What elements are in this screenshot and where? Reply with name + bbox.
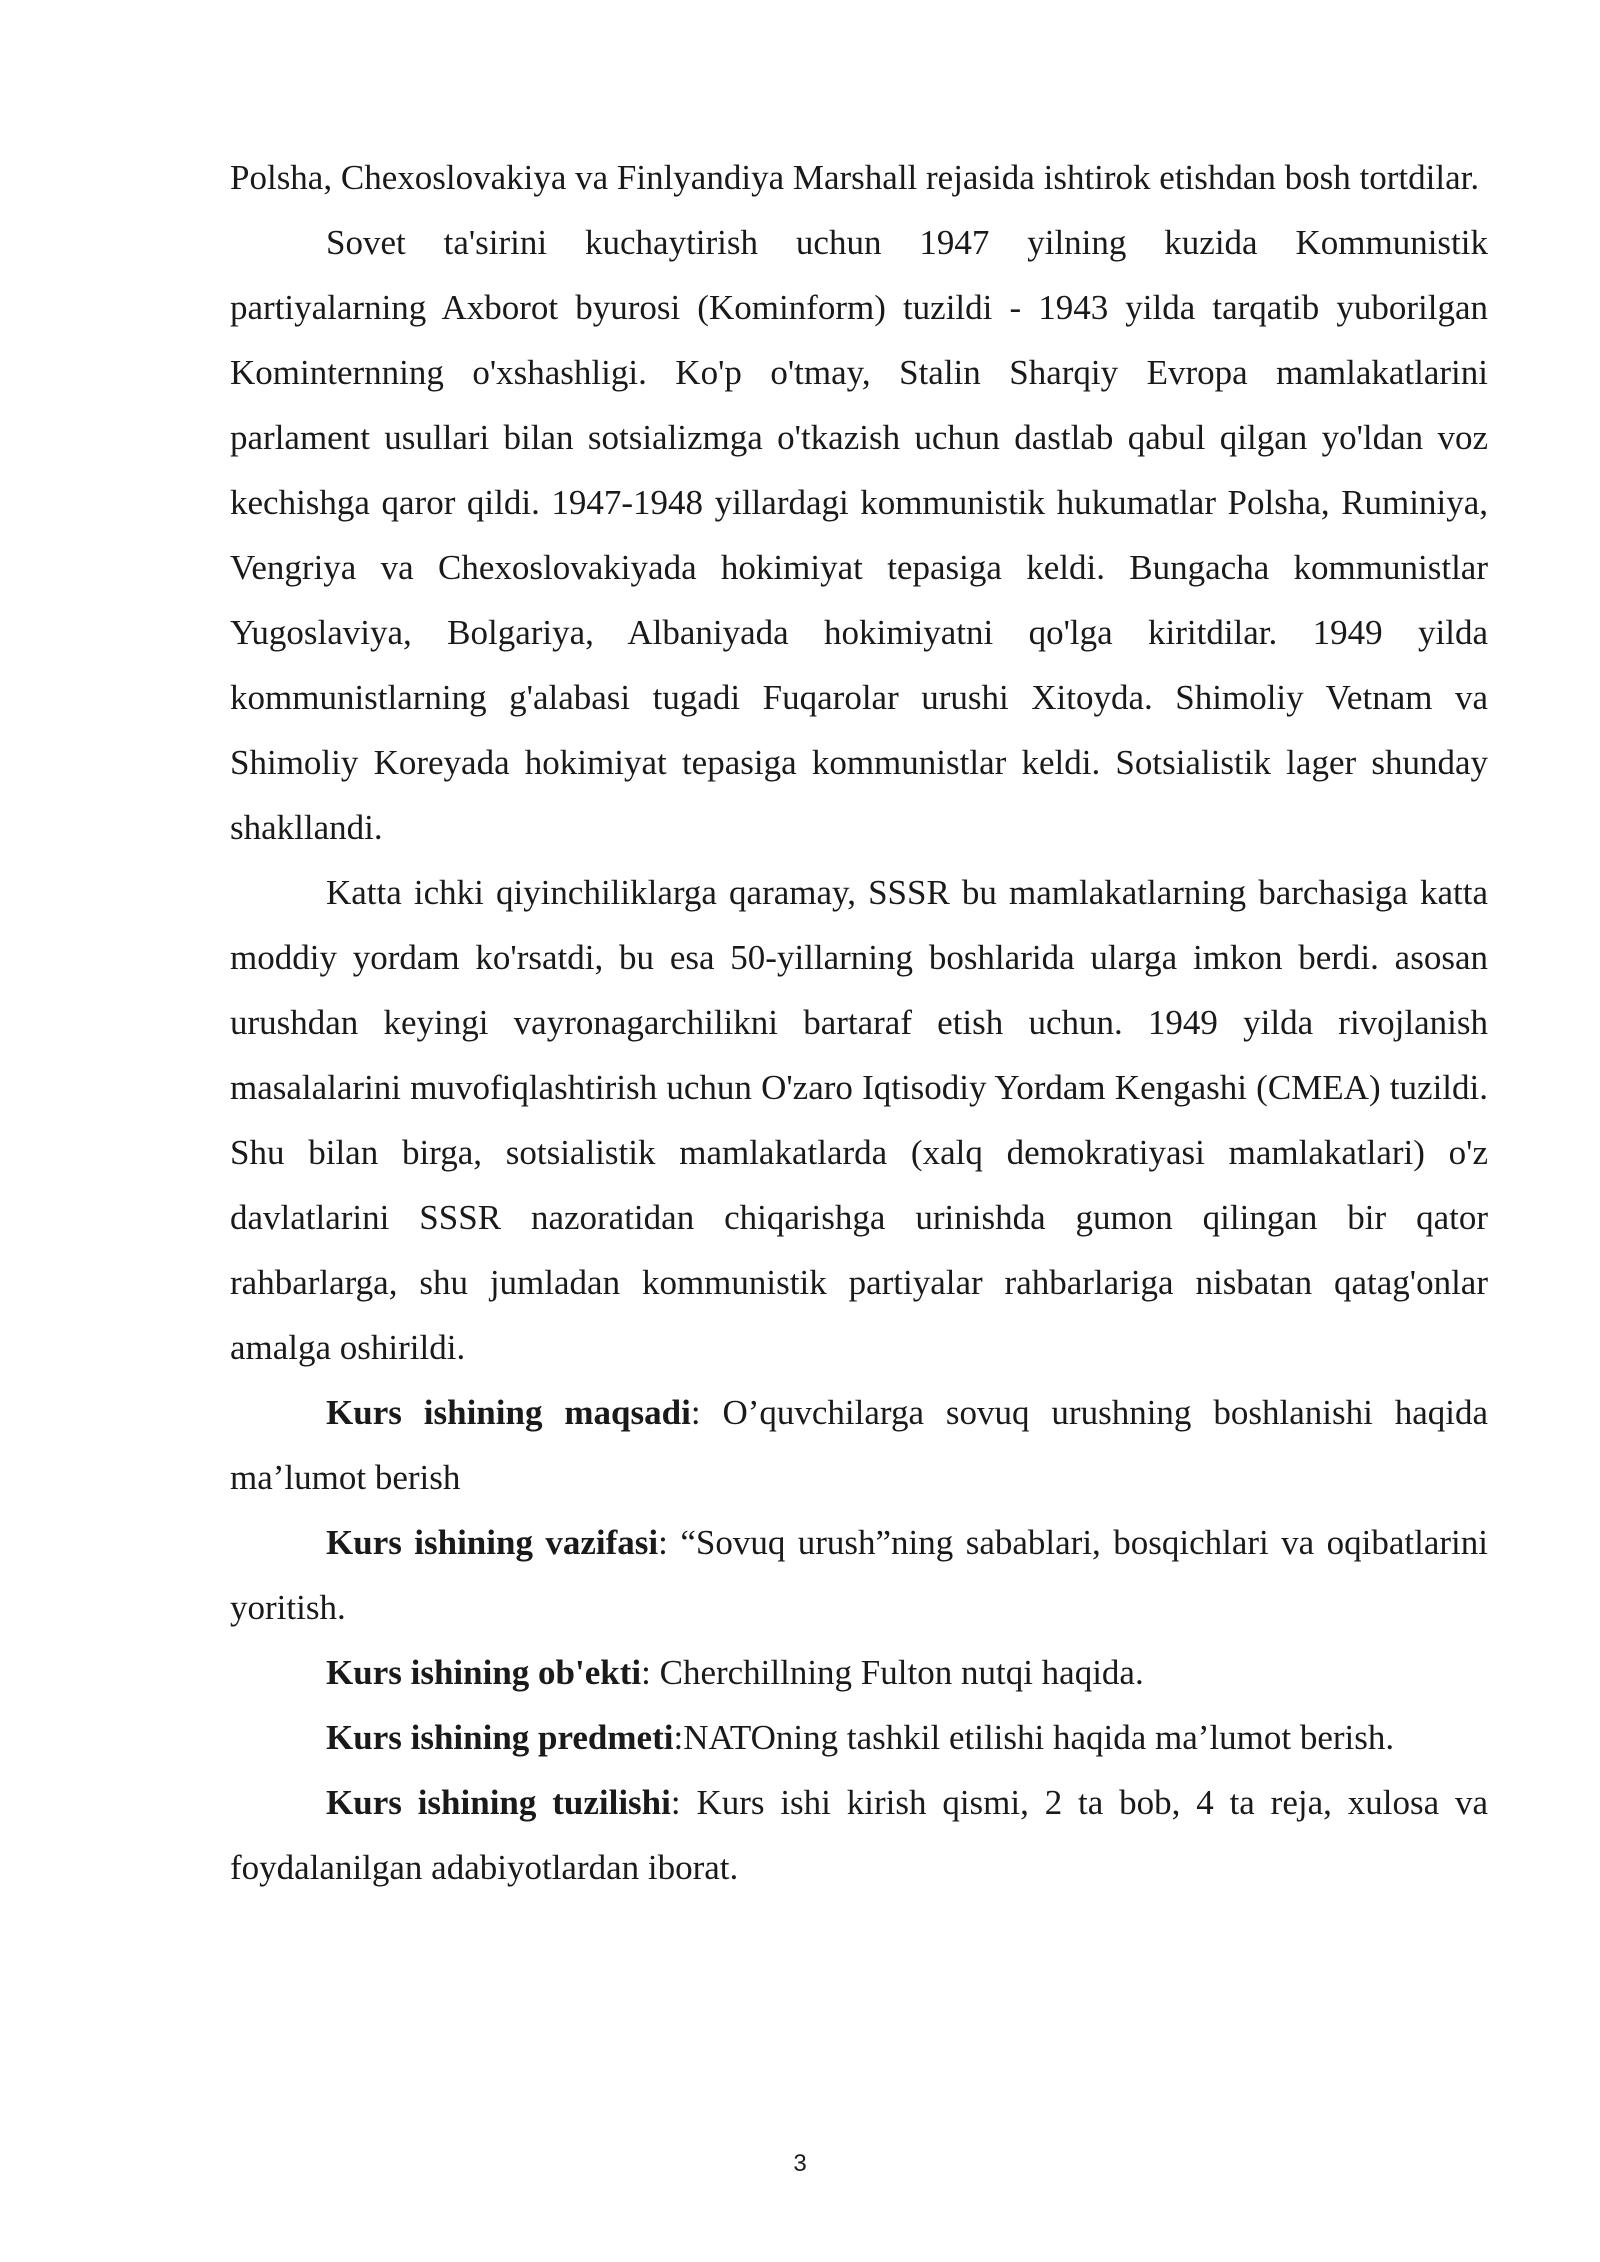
page-number: 3: [793, 2150, 807, 2177]
definition-subject: [230, 1705, 1488, 1770]
definition-task: [230, 1510, 1488, 1640]
paragraph-marshall-plan: Polsha, Chexoslovakiya va Finlyandiya Marshall rejasida ishtirok etishdan bosh tortdilar.: [230, 158, 1480, 197]
definition-separator: :: [673, 1718, 684, 1757]
definition-separator: :: [658, 1523, 681, 1562]
definition-text: NATOning tashkil etilishi haqida ma’lumot berish.: [683, 1718, 1395, 1757]
definition-term: Kurs ishining predmeti: [326, 1718, 674, 1757]
definition-text: “Sovuq urush”ning sabablari, bosqichlari va oqibatlarini yoritish.: [230, 1523, 1488, 1627]
definition-term: Kurs ishining vazifasi: [326, 1523, 659, 1562]
definition-goal: [230, 1380, 1488, 1510]
definition-text: Cherchillning Fulton nutqi haqida.: [659, 1653, 1144, 1692]
definition-separator: :: [641, 1653, 660, 1692]
definition-text: O’quvchilarga sovuq urushning boshlanishi haqida ma’lumot berish: [230, 1393, 1489, 1497]
paragraph-ussr-aid: Katta ichki qiyinchiliklarga qaramay, SSSR bu mamlakatlarning barchasiga katta moddiy yordam ko'rsatdi, bu esa 50-yillarning boshlarida ularga imkon berdi. asosan urushdan keyingi vayronagarchilikni bartaraf etish uchun. 1949 yilda rivojlanish masalalarini muvofiqlashtirish uchun O'zaro Iqtisodiy Yordam Kengashi (CMEA) tuzildi. Shu bilan birga, sotsialistik mamlakatlarda (xalq demokratiyasi mamlakatlari) o'z davlatlarini SSSR nazoratidan chiqarishga urinishda gumon qilingan bir qator rahbarlarga, shu jumladan kommunistik partiyalar rahbarlariga nisbatan qatag'onlar amalga oshirildi.: [230, 873, 1488, 1367]
definition-object: [230, 1640, 1488, 1705]
definition-separator: :: [670, 1783, 697, 1822]
paragraph-kominform: Sovet ta'sirini kuchaytirish uchun 1947 yilning kuzida Kommunistik partiyalarning Axborot byurosi (Kominform) tuzildi - 1943 yilda tarqatib yuborilgan Kominternning o'xshashligi. Ko'p o'tmay, Stalin Sharqiy Evropa mamlakatlarini parlament usullari bilan sotsializmga o'tkazish uchun dastlab qabul qilgan yo'ldan voz kechishga qaror qildi. 1947-1948 yillardagi kommunistik hukumatlar Polsha, Ruminiya, Vengriya va Chexoslovakiyada hokimiyat tepasiga keldi. Bungacha kommunistlar Yugoslaviya, Bolgariya, Albaniyada hokimiyatni qo'lga kiritdilar. 1949 yilda kommunistlarning g'alabasi tugadi Fuqarolar urushi Xitoyda. Shimoliy Vetnam va Shimoliy Koreyada hokimiyat tepasiga kommunistlar keldi. Sotsialistik lager shunday shakllandi.: [230, 223, 1488, 847]
definition-term: Kurs ishining ob'ekti: [326, 1653, 642, 1692]
definition-structure: [230, 1770, 1488, 1900]
page-body: [230, 145, 1488, 1900]
definition-text: Kurs ishi kirish qismi, 2 ta bob, 4 ta reja, xulosa va foydalanilgan adabiyotlardan iborat.: [230, 1783, 1488, 1887]
definition-term: Kurs ishining tuzilishi: [326, 1783, 671, 1822]
definition-separator: :: [690, 1393, 723, 1432]
definition-term: Kurs ishining maqsadi: [326, 1393, 691, 1432]
